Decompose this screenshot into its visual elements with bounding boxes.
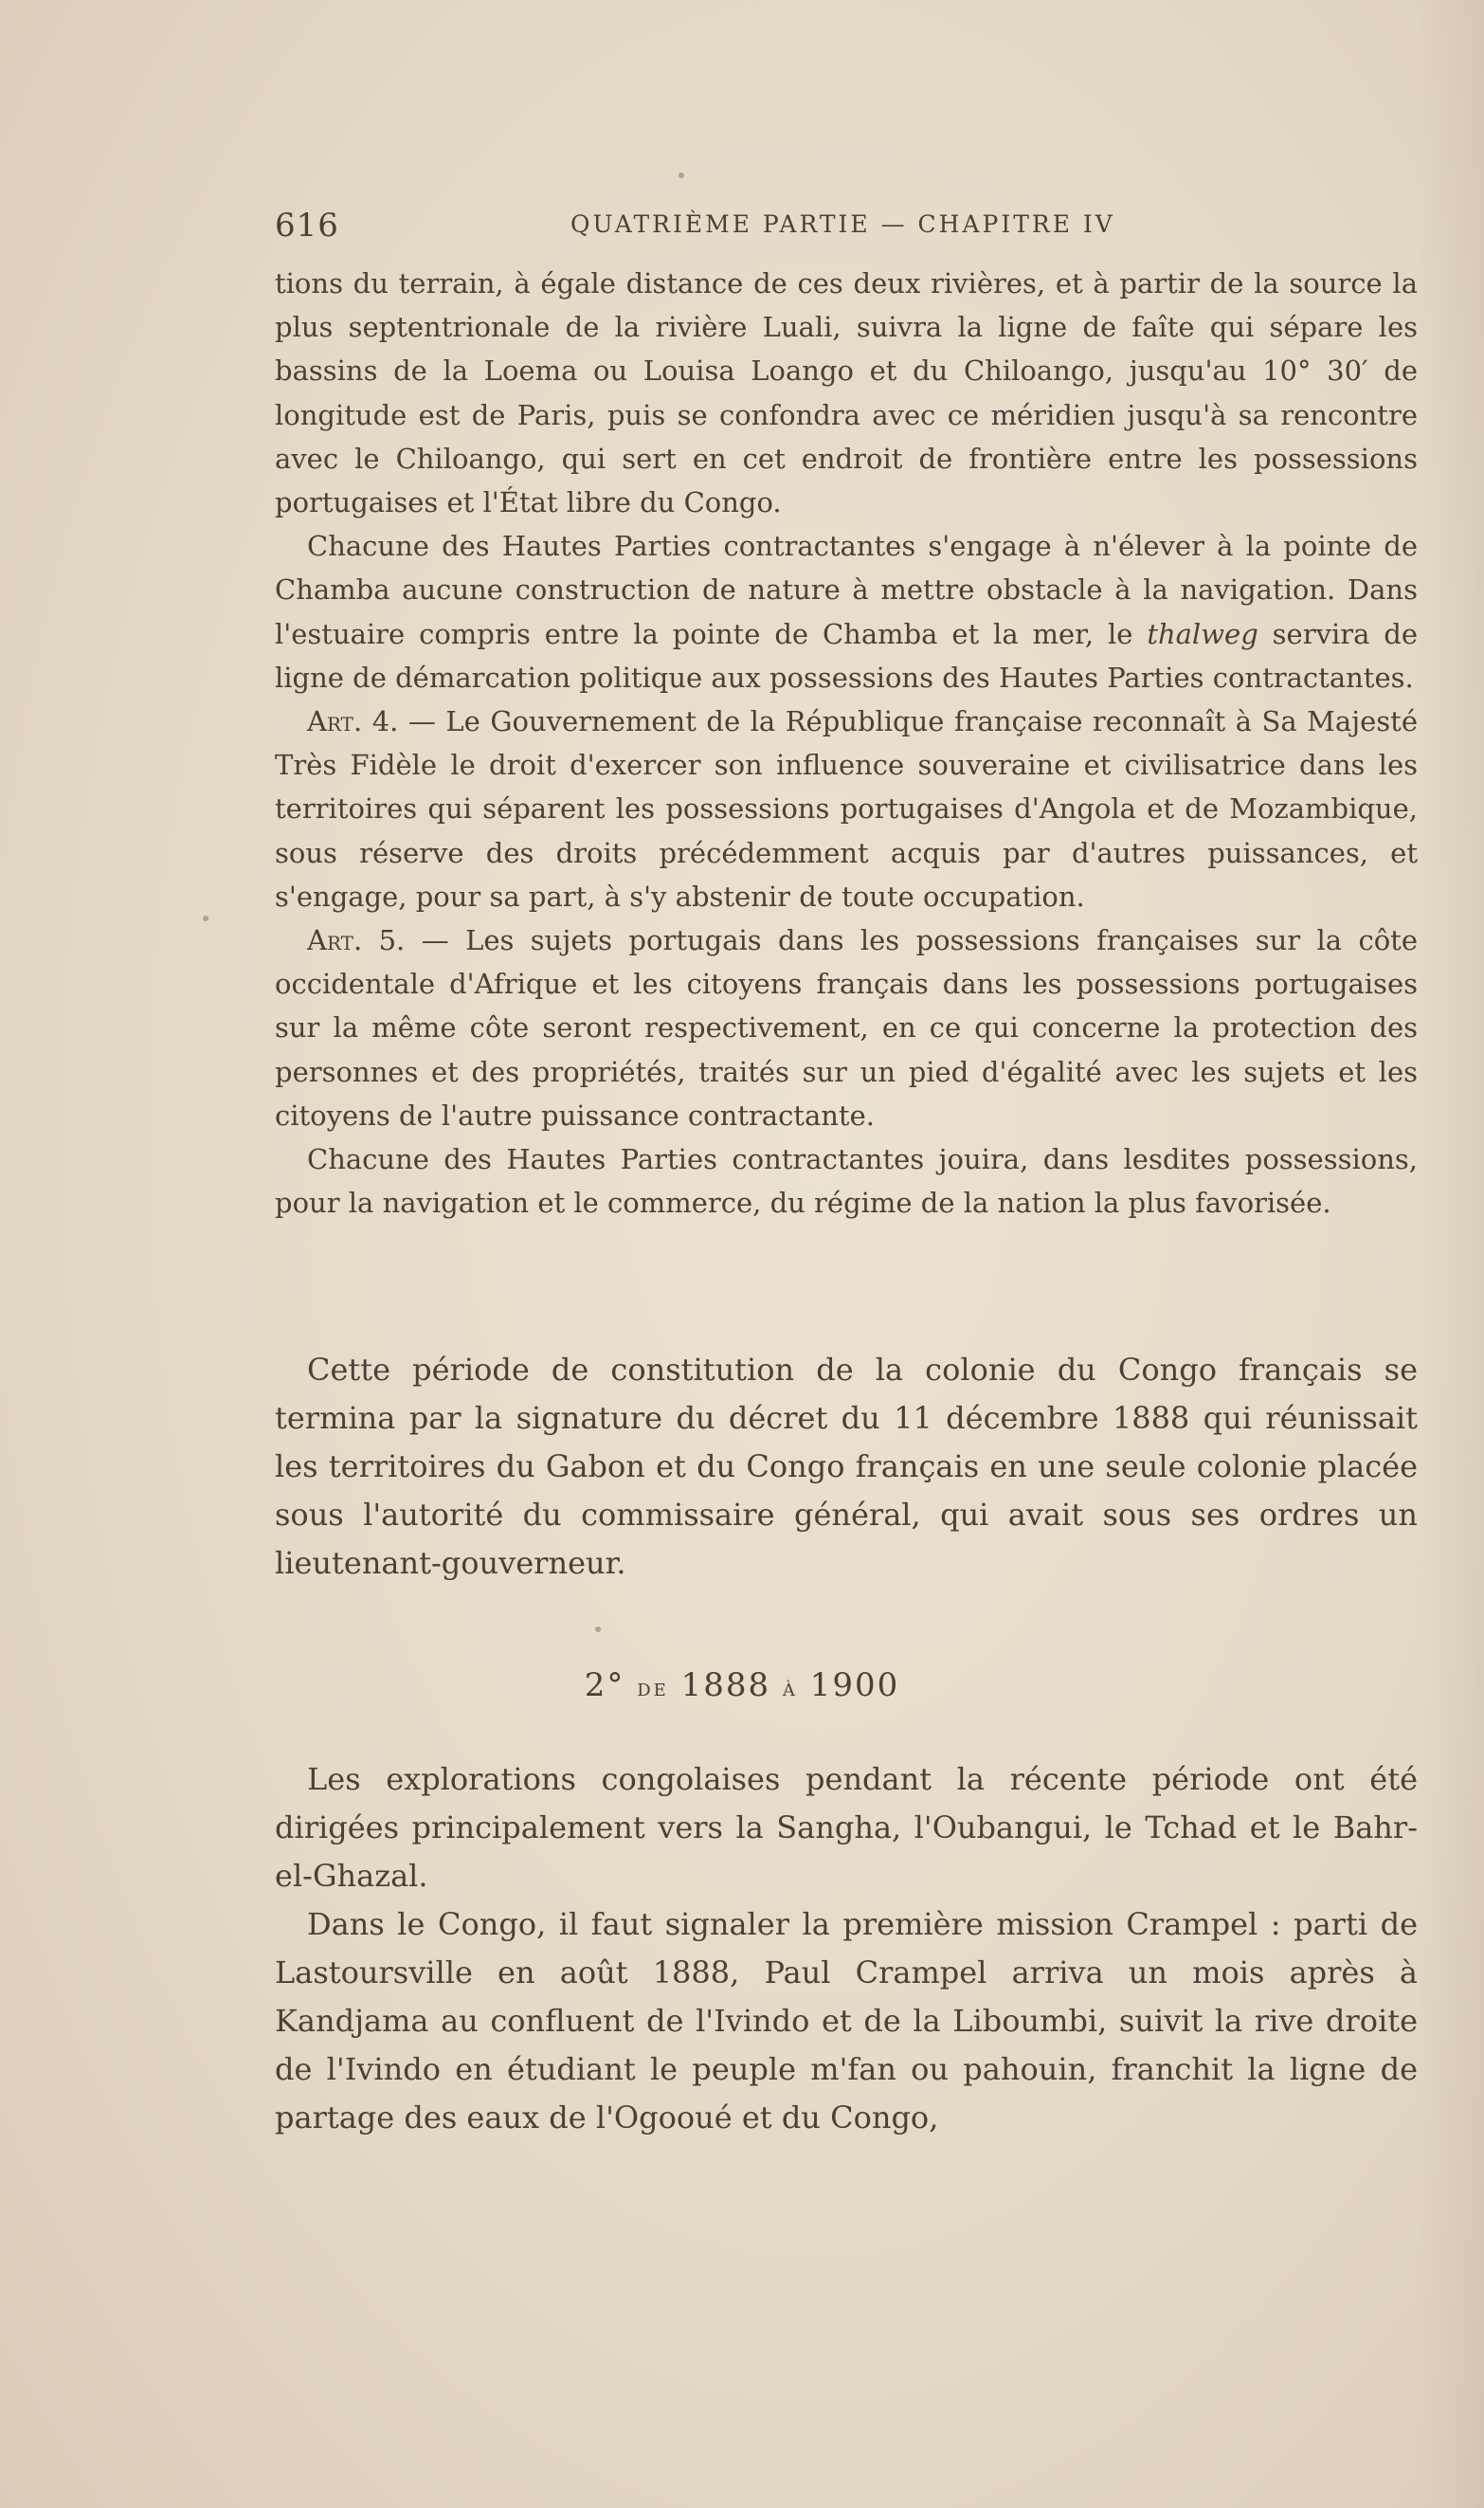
section-number: 2° [584, 1666, 625, 1704]
section-year-to: 1900 [809, 1666, 900, 1704]
body-paragraph: Dans le Congo, il faut signaler la première mission Crampel : parti de Lastoursville en août 1888, Paul Crampel arriva un mois après à Kandjama au confluent de l'Ivindo et de la Liboumbi, suivit la rive droite de l'Ivindo en étudiant le peuple m'fan ou pahouin, franchit la ligne de partage des eaux de l'Ogooué et du Congo, [275, 1906, 1418, 2135]
body-paragraph: Les explorations congolaises pendant la récente période ont été dirigées principalement vers la Sangha, l'Oubangui, le Tchad et le Bahr-el-Ghazal. [275, 1761, 1418, 1894]
article-text: — Les sujets portugais dans les possessions françaises sur la côte occidentale d'Afrique et les citoyens français dans les possessions portugaises sur la même côte seront respectivement, en ce qui concerne la protection des personnes et des propriétés, traités sur un pied d'égalité avec les sujets et les citoyens de l'autre puissance contractante. [275, 924, 1418, 1132]
treaty-paragraph [275, 524, 1418, 700]
page-gutter-shadow [1418, 0, 1484, 2508]
summary-block [275, 1346, 1418, 1588]
summary-paragraph: Cette période de constitution de la colonie du Congo français se termina par la signature du décret du 11 décembre 1888 qui réunissait les territoires du Gabon et du Congo français en une seule colonie placée sous l'autorité du commissaire général, qui avait sous ses ordres un lieutenant-gouverneur. [275, 1352, 1418, 1581]
section-word-de: de [637, 1674, 669, 1701]
article-5 [275, 918, 1418, 1137]
section-word-a: à [782, 1674, 798, 1701]
text-run: Chacune des Hautes Parties contractantes s'engage à n'élever à la pointe de Chamba aucune construction de nature à mettre obstacle à la navigation. Dans l'estuaire compris entre la pointe de Chamba et la mer, le [275, 530, 1418, 650]
page-number: 616 [275, 207, 339, 245]
print-speck [679, 173, 684, 178]
treaty-paragraph: Chacune des Hautes Parties contractantes jouira, dans lesdites possessions, pour la navigation et le commerce, du régime de la nation la plus favorisée. [275, 1143, 1418, 1220]
treaty-text-block [275, 262, 1418, 1225]
print-speck [203, 916, 208, 921]
section-heading [0, 1666, 1484, 1704]
italic-term: thalweg [1147, 617, 1258, 650]
running-title: QUATRIÈME PARTIE — CHAPITRE IV [570, 210, 1115, 238]
text-run: servira de ligne de démarcation politique aux possessions des Hautes Parties contractantes. [275, 617, 1419, 694]
section-body [275, 1755, 1418, 2142]
section-year-from: 1888 [680, 1666, 771, 1704]
treaty-paragraph: tions du terrain, à égale distance de ces deux rivières, et à partir de la source la plus septentrionale de la rivière Luali, suivra la ligne de faîte qui sépare les bassins de la Loema ou Louisa Loango et du Chiloango, jusqu'au 10° 30′ de longitude est de Paris, puis se confondra avec ce méridien jusqu'à sa rencontre avec le Chiloango, qui sert en cet endroit de frontière entre les possessions portugaises et l'État libre du Congo. [275, 267, 1418, 519]
article-label: Art. 5. [307, 924, 406, 957]
article-label: Art. 4. [307, 705, 399, 738]
article-4 [275, 700, 1418, 918]
print-speck [595, 1627, 601, 1632]
article-text: — Le Gouvernement de la République française reconnaît à Sa Majesté Très Fidèle le droit d'exercer son influence souveraine et civilisatrice dans les territoires qui séparent les possessions portugaises d'Angola et de Mozambique, sous réserve des droits précédemment acquis par d'autres puissances, et s'engage, pour sa part, à s'y abstenir de toute occupation. [275, 705, 1418, 913]
